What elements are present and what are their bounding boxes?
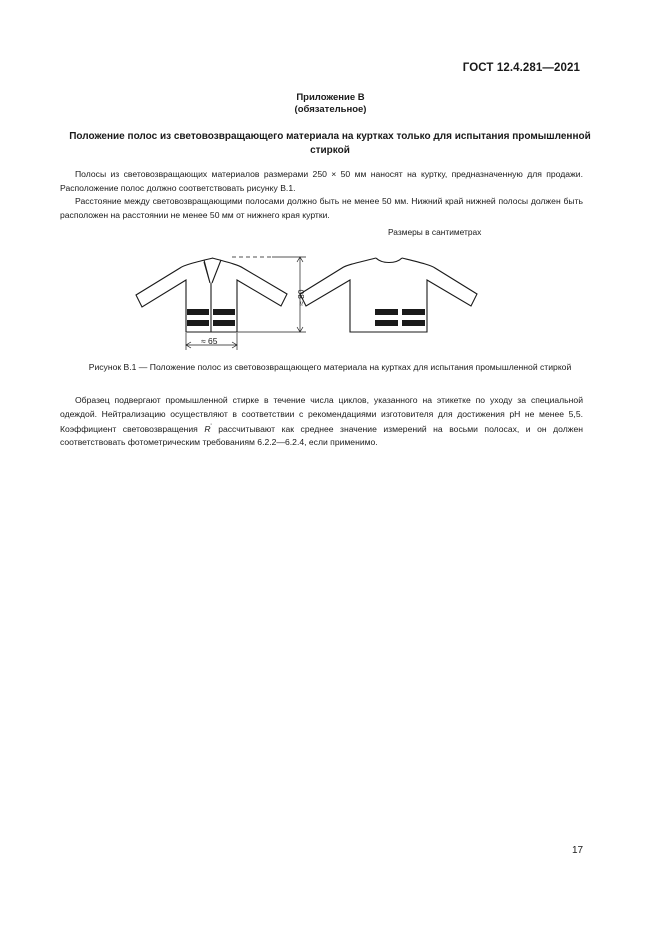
paragraph-strips-distance: Расстояние между световозвращающими полосами должно быть не менее 50 мм. Нижний край нижней полосы должен быть расположен на расстоянии не менее 50 мм от нижнего края куртки. bbox=[60, 196, 583, 220]
appendix-status: (обязательное) bbox=[294, 104, 367, 115]
dimension-width-label: ≈ 65 bbox=[201, 336, 218, 346]
dimension-height-label: ≈ 80 bbox=[296, 289, 306, 306]
appendix-title: Приложение В bbox=[296, 92, 365, 103]
figure-caption: Рисунок В.1 — Положение полос из световозвращающего материала на куртках для испытания промышленной стиркой bbox=[88, 362, 572, 372]
page-number: 17 bbox=[572, 845, 584, 856]
reflective-strips-back bbox=[375, 309, 425, 326]
units-note: Размеры в сантиметрах bbox=[388, 227, 482, 237]
paragraph-text-end: рассчитывают как среднее значение измерений на восьми полосах, и он должен соответствовать фотометрическим требованиям 6.2.2—6.2.4, если применимо. bbox=[60, 423, 583, 448]
paragraph-strips-size: Полосы из световозвращающих материалов размерами 250 × 50 мм наносят на куртку, предназначенную для продажи. Расположение полос должно соответствовать рисунку В.1. bbox=[60, 169, 583, 193]
paragraph-text-start: Образец подвергают промышленной стирке в течение числа циклов, указанного на этикетке по уходу за специальной одеждой. Нейтрализацию осуществляют в соответствии с рекомендациями изготовителя для достижения pH не менее 5,5. Коэффициент световозвращения bbox=[60, 395, 583, 434]
retroreflection-symbol-mark: ' bbox=[210, 424, 212, 430]
section-title: Положение полос из световозвращающего материала на куртках только для испытания промышленной стиркой bbox=[69, 131, 591, 156]
document-code: ГОСТ 12.4.281—2021 bbox=[462, 62, 580, 74]
jacket-front bbox=[136, 258, 287, 332]
paragraph-washing-test bbox=[60, 394, 583, 450]
retroreflection-symbol: R bbox=[204, 423, 211, 434]
